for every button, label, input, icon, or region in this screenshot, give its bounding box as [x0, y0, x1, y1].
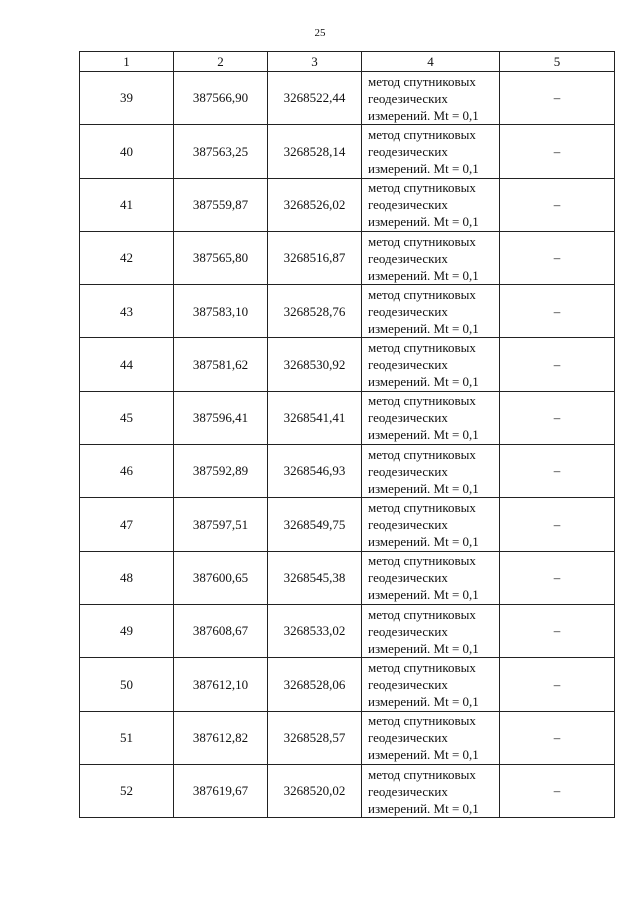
note-cell: –	[500, 764, 615, 817]
point-number-cell: 44	[80, 338, 174, 391]
table-row	[80, 551, 615, 604]
method-cell	[362, 72, 500, 125]
note-cell: –	[500, 125, 615, 178]
x-coordinate-cell: 387565,80	[174, 231, 268, 284]
method-line: метод спутниковых	[368, 286, 476, 302]
note-cell: –	[500, 604, 615, 657]
x-coordinate-cell: 387592,89	[174, 445, 268, 498]
method-cell	[362, 445, 500, 498]
note-cell: –	[500, 658, 615, 711]
point-number-cell: 40	[80, 125, 174, 178]
x-coordinate-cell: 387559,87	[174, 178, 268, 231]
x-coordinate-cell: 387608,67	[174, 604, 268, 657]
method-line: измерений. Mt = 0,1	[368, 214, 479, 230]
point-number-cell: 49	[80, 604, 174, 657]
method-line: измерений. Mt = 0,1	[368, 107, 479, 123]
table-header-row	[80, 52, 615, 72]
note-cell: –	[500, 72, 615, 125]
method-line: измерений. Mt = 0,1	[368, 427, 479, 443]
table-row	[80, 498, 615, 551]
method-line: геодезических	[368, 783, 448, 799]
x-coordinate-cell: 387597,51	[174, 498, 268, 551]
x-coordinate-cell: 387600,65	[174, 551, 268, 604]
method-line: метод спутниковых	[368, 606, 476, 622]
table-row	[80, 711, 615, 764]
note-cell: –	[500, 551, 615, 604]
column-header: 5	[500, 52, 615, 72]
x-coordinate-cell: 387619,67	[174, 764, 268, 817]
method-line: метод спутниковых	[368, 500, 476, 516]
note-cell: –	[500, 711, 615, 764]
method-cell	[362, 231, 500, 284]
method-cell	[362, 498, 500, 551]
table-row	[80, 285, 615, 338]
x-coordinate-cell: 387566,90	[174, 72, 268, 125]
note-cell: –	[500, 285, 615, 338]
method-line: метод спутниковых	[368, 340, 476, 356]
method-line: метод спутниковых	[368, 393, 476, 409]
note-cell: –	[500, 391, 615, 444]
y-coordinate-cell: 3268530,92	[268, 338, 362, 391]
method-line: геодезических	[368, 357, 448, 373]
method-line: метод спутниковых	[368, 659, 476, 675]
method-line: геодезических	[368, 730, 448, 746]
method-cell	[362, 338, 500, 391]
method-line: измерений. Mt = 0,1	[368, 534, 479, 550]
point-number-cell: 39	[80, 72, 174, 125]
note-cell: –	[500, 498, 615, 551]
table-row	[80, 604, 615, 657]
page-number: 25	[314, 27, 326, 39]
method-line: измерений. Mt = 0,1	[368, 800, 479, 816]
y-coordinate-cell: 3268541,41	[268, 391, 362, 444]
x-coordinate-cell: 387612,10	[174, 658, 268, 711]
method-line: измерений. Mt = 0,1	[368, 374, 479, 390]
method-cell	[362, 125, 500, 178]
method-line: измерений. Mt = 0,1	[368, 747, 479, 763]
y-coordinate-cell: 3268520,02	[268, 764, 362, 817]
method-line: метод спутниковых	[368, 766, 476, 782]
method-line: измерений. Mt = 0,1	[368, 320, 479, 336]
method-cell	[362, 604, 500, 657]
method-line: геодезических	[368, 303, 448, 319]
method-line: измерений. Mt = 0,1	[368, 640, 479, 656]
method-line: геодезических	[368, 143, 448, 159]
method-line: геодезических	[368, 676, 448, 692]
x-coordinate-cell: 387581,62	[174, 338, 268, 391]
point-number-cell: 51	[80, 711, 174, 764]
x-coordinate-cell: 387612,82	[174, 711, 268, 764]
method-line: метод спутниковых	[368, 553, 476, 569]
y-coordinate-cell: 3268516,87	[268, 231, 362, 284]
method-line: геодезических	[368, 250, 448, 266]
table-row	[80, 391, 615, 444]
method-line: измерений. Mt = 0,1	[368, 587, 479, 603]
point-number-cell: 42	[80, 231, 174, 284]
method-line: геодезических	[368, 463, 448, 479]
method-line: метод спутниковых	[368, 233, 476, 249]
point-number-cell: 45	[80, 391, 174, 444]
x-coordinate-cell: 387563,25	[174, 125, 268, 178]
x-coordinate-cell: 387583,10	[174, 285, 268, 338]
y-coordinate-cell: 3268546,93	[268, 445, 362, 498]
column-header: 2	[174, 52, 268, 72]
note-cell: –	[500, 445, 615, 498]
y-coordinate-cell: 3268549,75	[268, 498, 362, 551]
table-row	[80, 231, 615, 284]
table-row	[80, 338, 615, 391]
method-cell	[362, 285, 500, 338]
point-number-cell: 48	[80, 551, 174, 604]
method-line: геодезических	[368, 197, 448, 213]
method-line: геодезических	[368, 570, 448, 586]
column-header: 3	[268, 52, 362, 72]
method-cell	[362, 764, 500, 817]
method-line: метод спутниковых	[368, 446, 476, 462]
point-number-cell: 41	[80, 178, 174, 231]
method-line: геодезических	[368, 517, 448, 533]
note-cell: –	[500, 338, 615, 391]
y-coordinate-cell: 3268526,02	[268, 178, 362, 231]
method-line: измерений. Mt = 0,1	[368, 160, 479, 176]
y-coordinate-cell: 3268528,76	[268, 285, 362, 338]
method-line: метод спутниковых	[368, 126, 476, 142]
point-number-cell: 50	[80, 658, 174, 711]
table-row	[80, 764, 615, 817]
note-cell: –	[500, 178, 615, 231]
y-coordinate-cell: 3268545,38	[268, 551, 362, 604]
x-coordinate-cell: 387596,41	[174, 391, 268, 444]
point-number-cell: 52	[80, 764, 174, 817]
table-row	[80, 125, 615, 178]
y-coordinate-cell: 3268528,57	[268, 711, 362, 764]
table-row	[80, 658, 615, 711]
point-number-cell: 47	[80, 498, 174, 551]
method-cell	[362, 711, 500, 764]
y-coordinate-cell: 3268528,06	[268, 658, 362, 711]
column-header: 4	[362, 52, 500, 72]
y-coordinate-cell: 3268528,14	[268, 125, 362, 178]
y-coordinate-cell: 3268533,02	[268, 604, 362, 657]
point-number-cell: 43	[80, 285, 174, 338]
method-line: измерений. Mt = 0,1	[368, 693, 479, 709]
method-cell	[362, 551, 500, 604]
method-line: метод спутниковых	[368, 713, 476, 729]
coordinates-table	[79, 51, 615, 818]
method-line: измерений. Mt = 0,1	[368, 480, 479, 496]
table-row	[80, 445, 615, 498]
method-line: геодезических	[368, 623, 448, 639]
y-coordinate-cell: 3268522,44	[268, 72, 362, 125]
method-line: метод спутниковых	[368, 180, 476, 196]
note-cell: –	[500, 231, 615, 284]
point-number-cell: 46	[80, 445, 174, 498]
method-cell	[362, 658, 500, 711]
method-cell	[362, 178, 500, 231]
method-line: геодезических	[368, 90, 448, 106]
method-cell	[362, 391, 500, 444]
method-line: метод спутниковых	[368, 73, 476, 89]
table-row	[80, 178, 615, 231]
method-line: измерений. Mt = 0,1	[368, 267, 479, 283]
table-row	[80, 72, 615, 125]
method-line: геодезических	[368, 410, 448, 426]
column-header: 1	[80, 52, 174, 72]
